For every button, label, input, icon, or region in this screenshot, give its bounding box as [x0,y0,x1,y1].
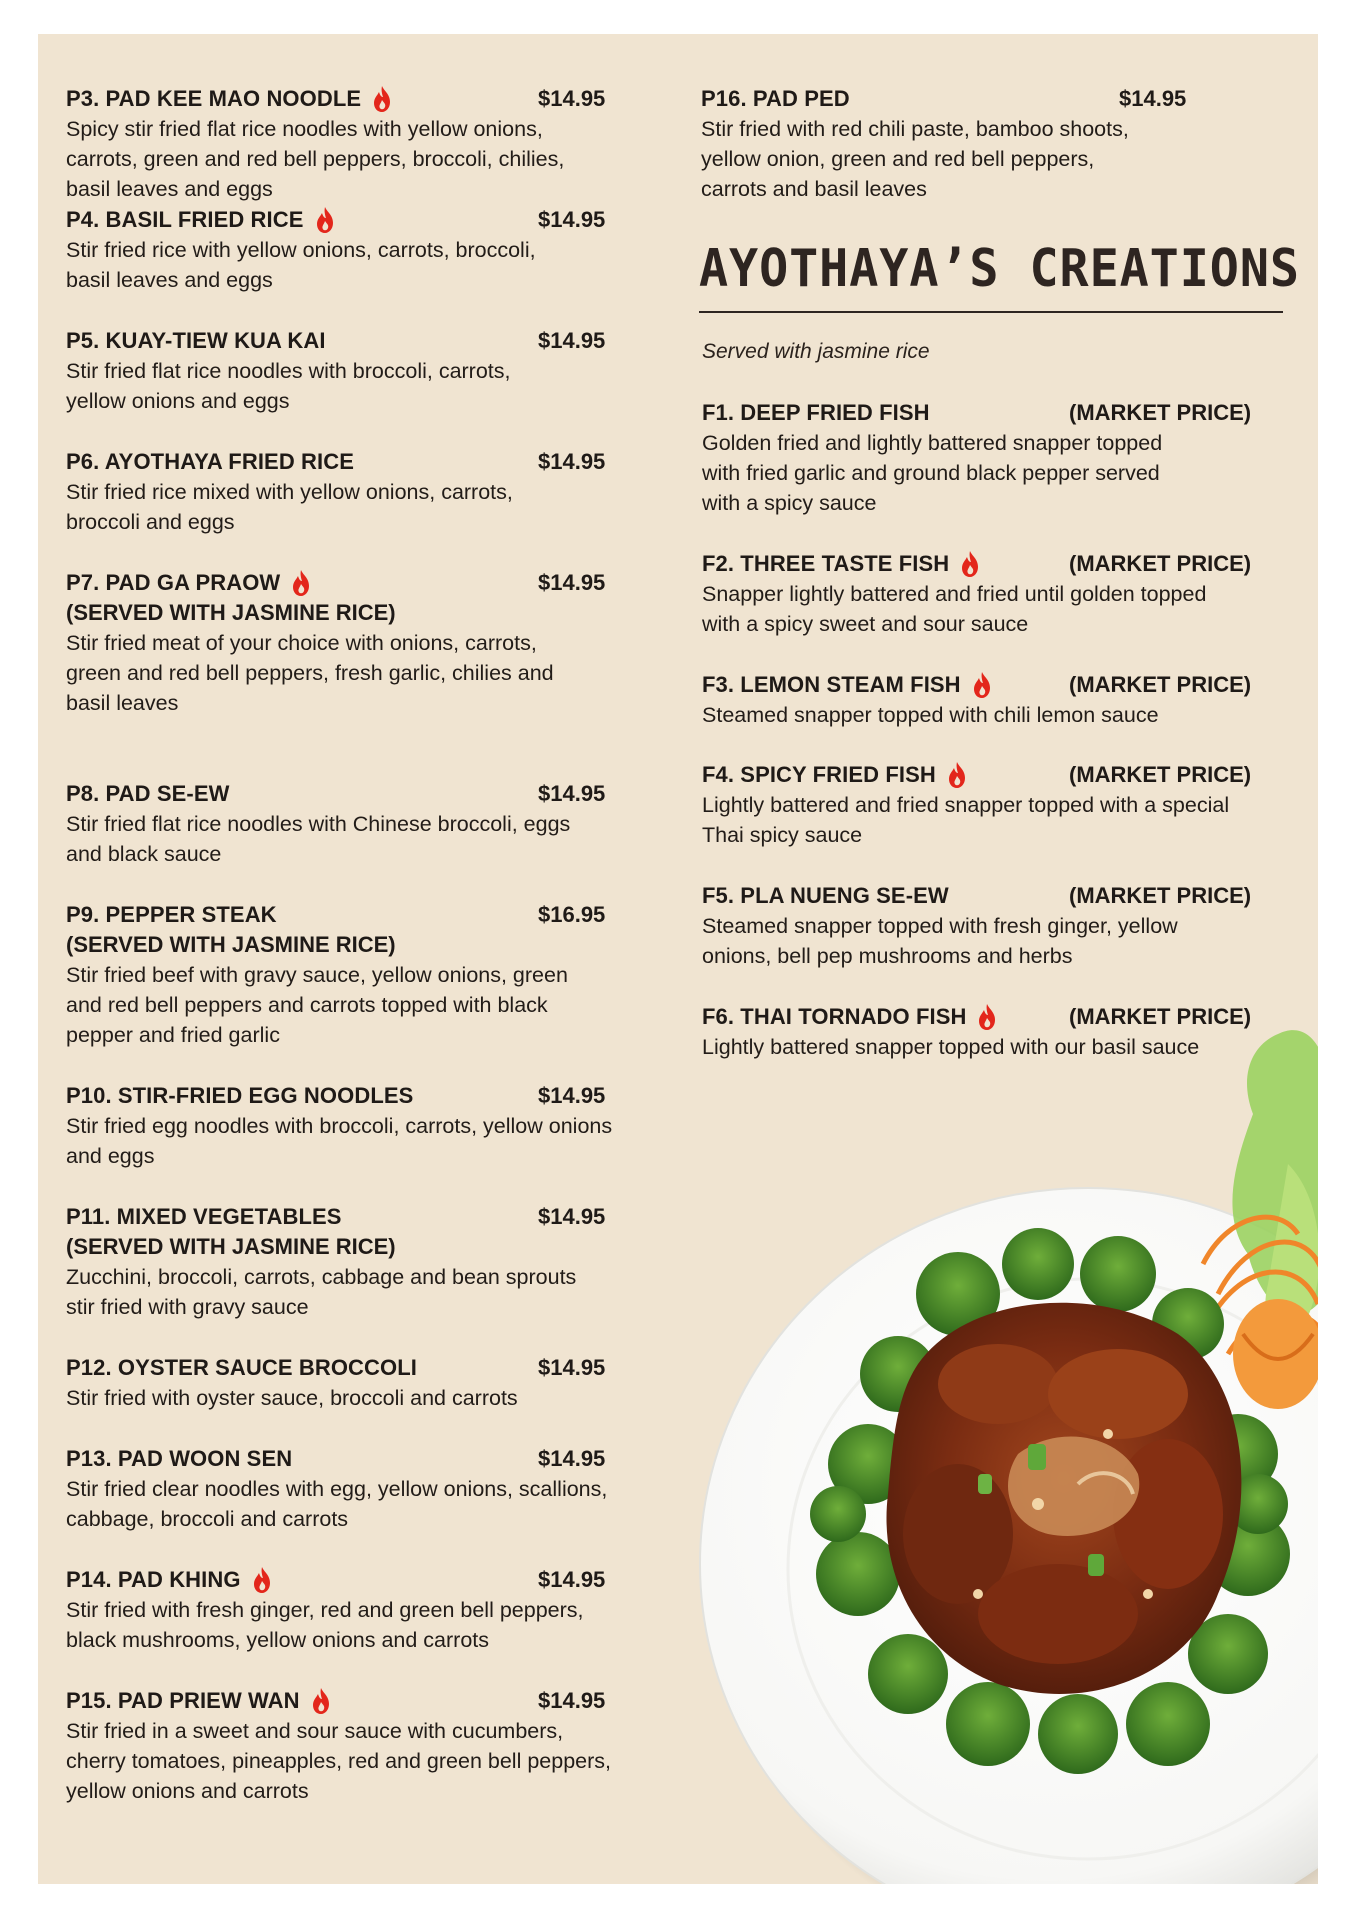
menu-item-description-line: Stir fried flat rice noodles with broccoli, carrots, [66,359,511,383]
menu-item-description-line: and red bell peppers and carrots topped with black [66,993,548,1017]
menu-item-price: $14.95 [538,1688,606,1713]
menu-item-description-line: Golden fried and lightly battered snapper topped [702,431,1163,455]
menu-item-name: P8. PAD SE-EW [66,781,230,806]
menu-item-description-line: black mushrooms, yellow onions and carrots [66,1628,490,1652]
menu-item-description-line: Lightly battered snapper topped with our basil sauce [702,1035,1200,1059]
menu-item-price: $14.95 [538,1567,606,1592]
menu-item-price: (MARKET PRICE) [1069,672,1252,697]
section-note: Served with jasmine rice [702,340,930,363]
menu-item-description-line: Steamed snapper topped with fresh ginger, yellow [702,914,1178,938]
menu-item-name: P15. PAD PRIEW WAN [66,1688,300,1713]
menu-item-name: F6. THAI TORNADO FISH [702,1004,967,1029]
menu-item-description-line: Stir fried rice with yellow onions, carrots, broccoli, [66,238,536,262]
menu-item-price: $14.95 [538,449,606,474]
glazed-chicken [886,1303,1241,1694]
menu-item-name: F3. LEMON STEAM FISH [702,672,961,697]
menu-item-name: P13. PAD WOON SEN [66,1446,293,1471]
menu-item-price: $14.95 [538,781,606,806]
menu-item-price: $14.95 [1119,86,1187,111]
menu-item-description-line: Zucchini, broccoli, carrots, cabbage and bean sprouts [66,1265,577,1289]
menu-item-description-line: Steamed snapper topped with chili lemon sauce [702,703,1159,727]
menu-item-description-line: basil leaves and eggs [66,268,273,292]
menu-item-name: P14. PAD KHING [66,1567,241,1592]
menu-item-name: P5. KUAY-TIEW KUA KAI [66,328,326,353]
menu-item-description-line: yellow onions and carrots [66,1779,309,1803]
menu-item-subtitle: (SERVED WITH JASMINE RICE) [66,600,396,625]
menu-item-description-line: Stir fried meat of your choice with onions, carrots, [66,631,537,655]
menu-item-price: (MARKET PRICE) [1069,1004,1252,1029]
menu-item-price: (MARKET PRICE) [1069,400,1252,425]
menu-item-description-line: Lightly battered and fried snapper topped with a special [702,793,1230,817]
menu-item-description-line: Stir fried with oyster sauce, broccoli and carrots [66,1386,518,1410]
menu-item-description-line: Stir fried egg noodles with broccoli, carrots, yellow onions [66,1114,613,1138]
menu-item-description-line: with fried garlic and ground black pepper served [702,461,1160,485]
menu-item-name: P4. BASIL FRIED RICE [66,207,304,232]
menu-item-price: (MARKET PRICE) [1069,551,1252,576]
menu-item-description-line: Snapper lightly battered and fried until golden topped [702,582,1207,606]
menu-item-name: P6. AYOTHAYA FRIED RICE [66,449,354,474]
menu-item-description-line: and black sauce [66,842,222,866]
menu-item-subtitle: (SERVED WITH JASMINE RICE) [66,932,396,957]
menu-item-description-line: Thai spicy sauce [702,823,863,847]
menu-item-description-line: Stir fried with red chili paste, bamboo shoots, [701,117,1129,141]
menu-item-description-line: and eggs [66,1144,155,1168]
menu-item-description-line: Stir fried flat rice noodles with Chinese broccoli, eggs [66,812,571,836]
menu-item-description-line: yellow onions and eggs [66,389,290,413]
menu-item-price: $16.95 [538,902,606,927]
menu-item-description-line: Stir fried with fresh ginger, red and green bell peppers, [66,1598,584,1622]
menu-item-price: $14.95 [538,1355,606,1380]
menu-item-name: F1. DEEP FRIED FISH [702,400,930,425]
menu-item-name: F2. THREE TASTE FISH [702,551,950,576]
menu-item-description-line: Spicy stir fried flat rice noodles with yellow onions, [66,117,543,141]
menu-item-name: P7. PAD GA PRAOW [66,570,281,595]
menu-page [38,34,1318,1884]
menu-item-description-line: pepper and fried garlic [66,1023,280,1047]
menu-item-name: P3. PAD KEE MAO NOODLE [66,86,362,111]
menu-item-name: P12. OYSTER SAUCE BROCCOLI [66,1355,417,1380]
section-title: AYOTHAYA’S CREATIONS [699,239,1300,299]
menu-item-price: $14.95 [538,1446,606,1471]
menu-item-name: F4. SPICY FRIED FISH [702,762,936,787]
menu-item-description-line: Stir fried rice mixed with yellow onions, carrots, [66,480,513,504]
menu-item-description-line: cabbage, broccoli and carrots [66,1507,349,1531]
menu-item-subtitle: (SERVED WITH JASMINE RICE) [66,1234,396,1259]
menu-item-description-line: basil leaves [66,691,179,715]
menu-item-description-line: Stir fried clear noodles with egg, yellow onions, scallions, [66,1477,608,1501]
menu-item-description-line: basil leaves and eggs [66,177,273,201]
menu-item-price: $14.95 [538,570,606,595]
menu-item-price: (MARKET PRICE) [1069,762,1252,787]
menu-item-description-line: carrots, green and red bell peppers, broccoli, chilies, [66,147,565,171]
menu-item-name: P16. PAD PED [701,86,850,111]
menu-item-description-line: with a spicy sweet and sour sauce [702,612,1029,636]
menu-item-description-line: Stir fried beef with gravy sauce, yellow onions, green [66,963,568,987]
menu-item-description-line: broccoli and eggs [66,510,235,534]
menu-item-price: $14.95 [538,1204,606,1229]
menu-item-description-line: carrots and basil leaves [701,177,927,201]
menu-item-price: $14.95 [538,207,606,232]
menu-item-price: $14.95 [538,328,606,353]
menu-item-price: (MARKET PRICE) [1069,883,1252,908]
menu-item-description-line: onions, bell pep mushrooms and herbs [702,944,1073,968]
menu-item-description-line: Stir fried in a sweet and sour sauce with cucumbers, [66,1719,564,1743]
dish-photo [38,34,1318,1884]
menu-item-description-line: yellow onion, green and red bell peppers, [701,147,1095,171]
menu-item-description-line: green and red bell peppers, fresh garlic, chilies and [66,661,554,685]
menu-item-name: F5. PLA NUENG SE-EW [702,883,949,908]
menu-item-price: $14.95 [538,1083,606,1108]
menu-item-name: P9. PEPPER STEAK [66,902,277,927]
menu-item-name: P11. MIXED VEGETABLES [66,1204,342,1229]
menu-item-price: $14.95 [538,86,606,111]
menu-item-description-line: with a spicy sauce [702,491,877,515]
menu-item-description-line: cherry tomatoes, pineapples, red and green bell peppers, [66,1749,612,1773]
menu-item-description-line: stir fried with gravy sauce [66,1295,309,1319]
menu-item-name: P10. STIR-FRIED EGG NOODLES [66,1083,414,1108]
